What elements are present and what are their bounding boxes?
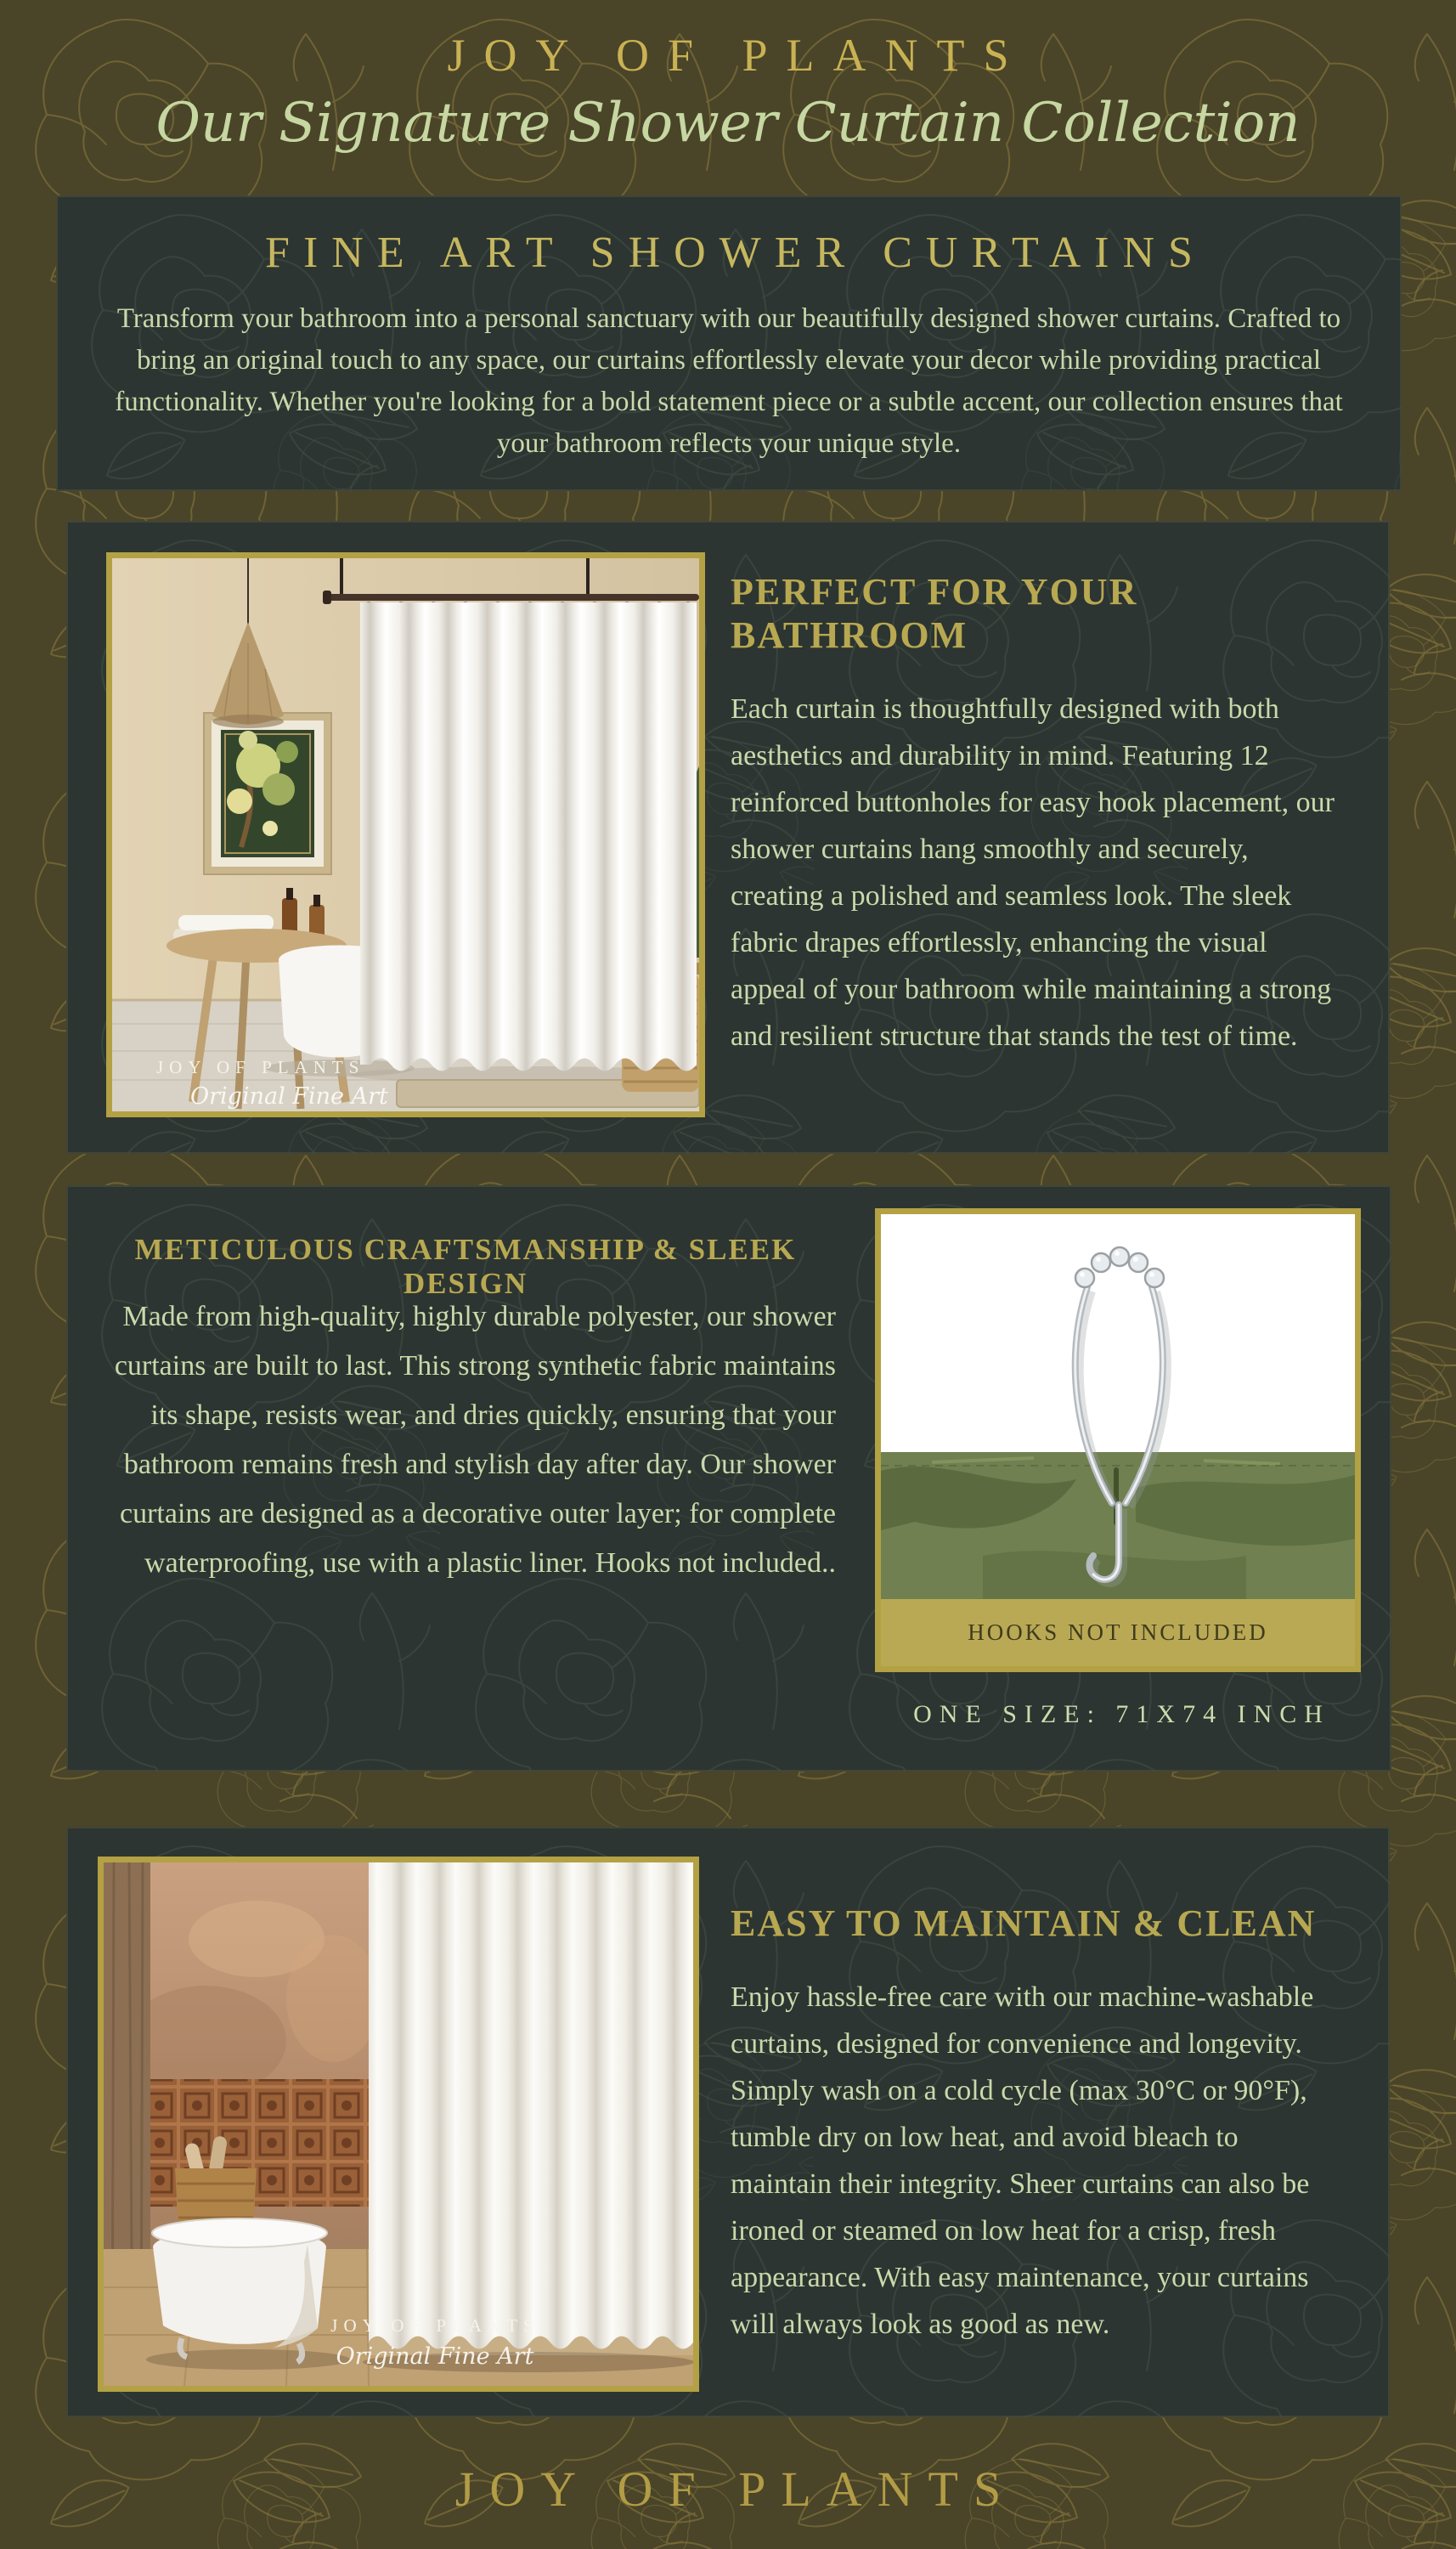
rustic-bathroom-photo xyxy=(104,1862,693,2386)
svg-text:Original Fine Art: Original Fine Art xyxy=(336,2343,534,2370)
care-heading: EASY TO MAINTAIN & CLEAN xyxy=(731,1902,1317,1944)
photo-watermark xyxy=(156,1057,388,1110)
footer-brand: JOY OF PLANTS xyxy=(454,2461,1017,2517)
care-text-column xyxy=(731,1902,1335,2348)
bathroom-heading: PERFECT FOR YOUR BATHROOM xyxy=(731,571,1138,656)
craftsmanship-paragraph: Made from high-quality, highly durable polyester, our shower curtains are built to last. This strong synthetic fabric maintains its shape, resists wear, and dries quickly, ensuring that your bathroom remains fresh and stylish day after day. Our shower curtains are designed as a decorative outer layer; for complete waterproofing, use with a plastic liner. Hooks not included.. xyxy=(114,1301,836,1579)
collection-subtitle: Our Signature Shower Curtain Collection xyxy=(155,92,1301,155)
size-label: ONE SIZE: 71X74 INCH xyxy=(913,1700,1330,1728)
brand-title: JOY OF PLANTS xyxy=(447,30,1028,81)
intro-heading: FINE ART SHOWER CURTAINS xyxy=(265,229,1206,277)
intro-panel xyxy=(56,195,1402,491)
svg-text:JOY OF PLANTS: JOY OF PLANTS xyxy=(156,1057,365,1077)
care-paragraph: Enjoy hassle-free care with our machine-washable curtains, designed for convenience and longevity. Simply wash on a cold cycle (max 30°C or 90°F), tumble dry on low heat, and avoid bleach to maintain their integrity. Sheer curtains can also be ironed or steamed on low heat for a crisp, fresh appearance. With easy maintenance, your curtains will always look as good as new. xyxy=(731,1981,1314,2340)
framed-art xyxy=(204,713,331,874)
shower-hook-illustration xyxy=(881,1214,1355,1599)
bathroom-section-panel xyxy=(66,521,1390,1154)
hook-photo-frame xyxy=(875,1208,1361,1672)
shower-curtain xyxy=(363,1862,693,2372)
shower-curtain xyxy=(360,602,697,1071)
craftsmanship-heading: METICULOUS CRAFTSMANSHIP & SLEEK DESIGN xyxy=(134,1233,797,1300)
svg-text:JOY OF PLANTS: JOY OF PLANTS xyxy=(330,2315,539,2336)
craftsmanship-section-panel xyxy=(66,1185,1391,1772)
rustic-bathroom-photo-frame xyxy=(98,1857,699,2392)
bathroom-photo-frame xyxy=(106,552,705,1117)
bathroom-photo xyxy=(112,558,699,1111)
hook-photo xyxy=(881,1214,1355,1599)
care-section-panel xyxy=(66,1827,1390,2417)
bathroom-text-column xyxy=(731,570,1335,1060)
bathroom-paragraph: Each curtain is thoughtfully designed with both aesthetics and durability in mind. Featuring 12 reinforced buttonholes for easy hook placement, our shower curtains hang smoothly and securely, creating a polished and seamless look. The sleek fabric drapes effortlessly, enhancing the visual appeal of your bathroom while maintaining a strong and resilient structure that stands the test of time. xyxy=(731,693,1335,1052)
intro-paragraph: Transform your bathroom into a personal sanctuary with our beautifully designed shower curtains. Crafted to bring an original touch to any space, our curtains effortlessly elevate your decor while providing practical functionality. Whether you're looking for a bold statement piece or a subtle accent, our collection ensures that your bathroom reflects your unique style. xyxy=(115,303,1343,459)
svg-text:Original Fine Art: Original Fine Art xyxy=(190,1083,388,1110)
intro-content xyxy=(56,195,1402,491)
hook-caption-bar: HOOKS NOT INCLUDED xyxy=(881,1599,1355,1666)
